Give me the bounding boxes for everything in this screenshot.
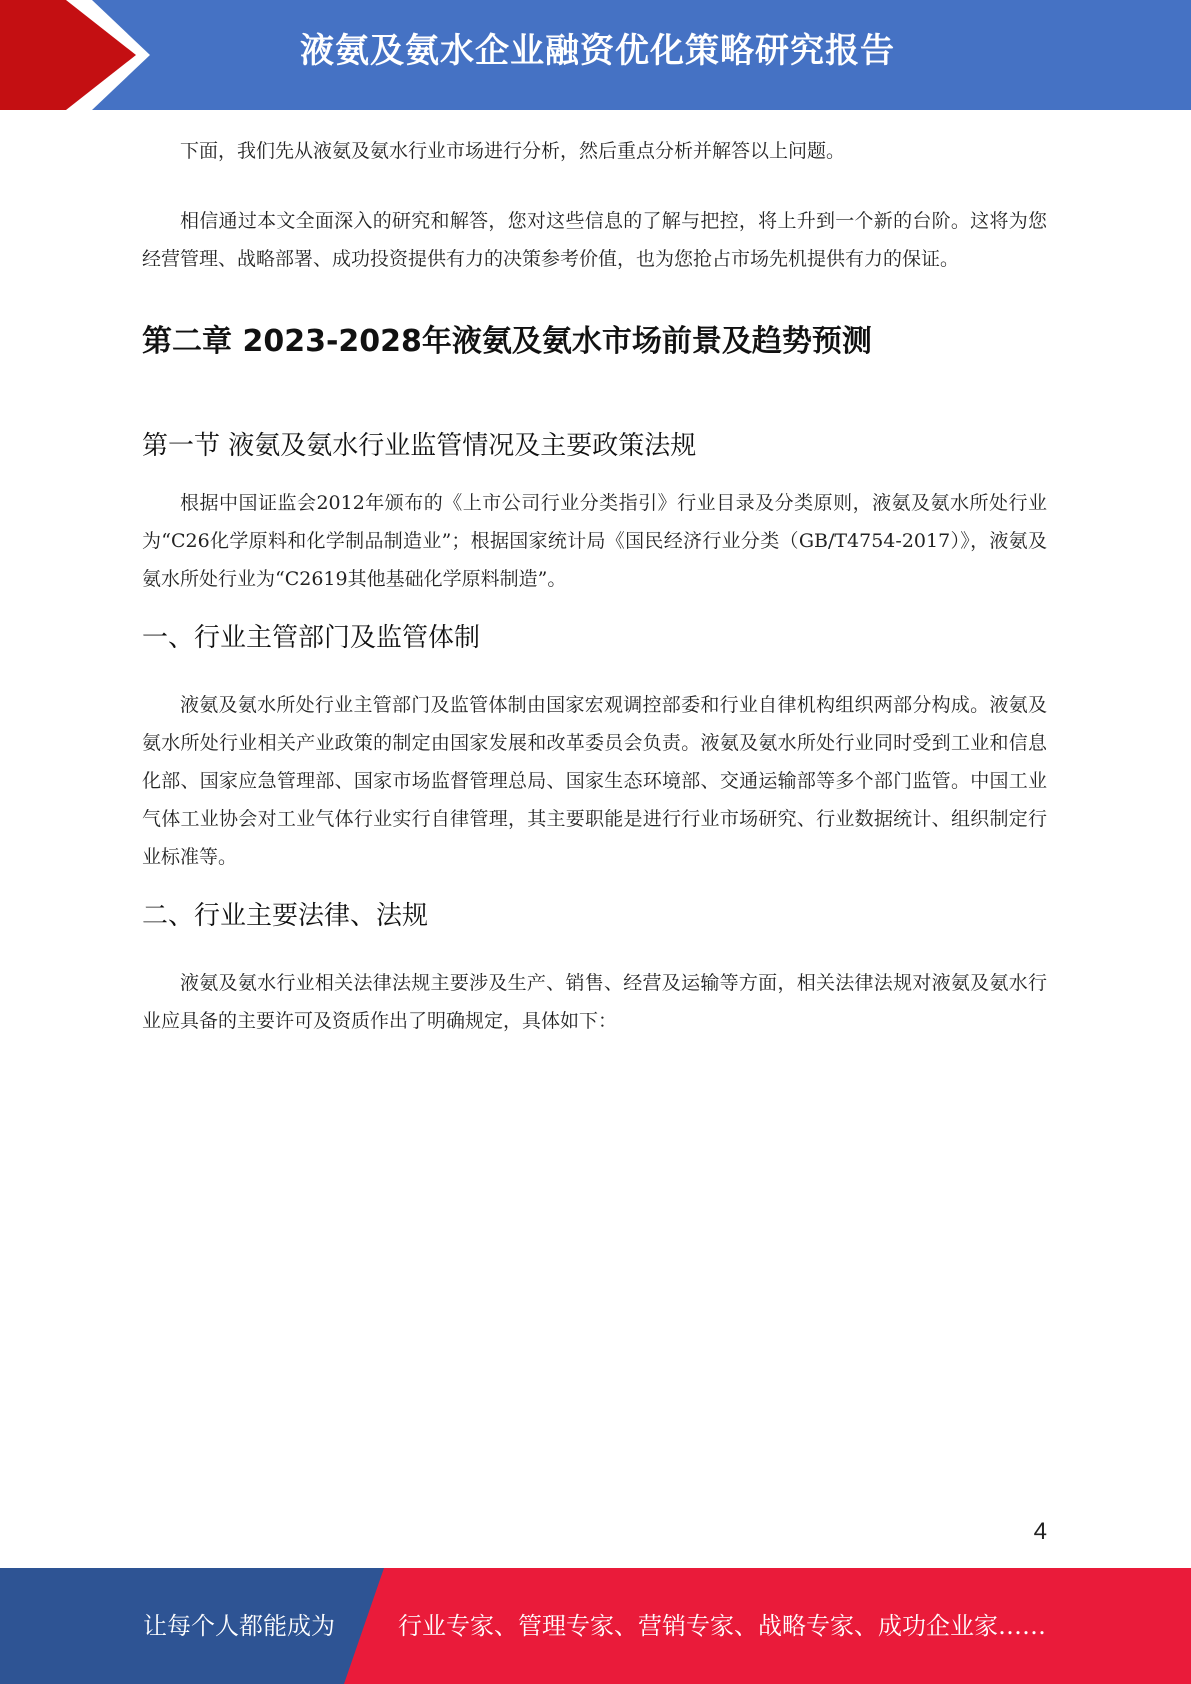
page-number: 4: [1033, 1518, 1047, 1545]
page-body: [142, 130, 1047, 1040]
subsection-title-2: 二、行业主要法律、法规: [142, 901, 429, 931]
intro-paragraph-2: 相信通过本文全面深入的研究和解答，您对这些信息的了解与把控，将上升到一个新的台阶。这将为您经营管理、战略部署、成功投资提供有力的决策参考价值，也为您抢占市场先机提供有力的保证。: [142, 210, 1047, 270]
subsection-paragraph-1: 液氨及氨水所处行业主管部门及监管体制由国家宏观调控部委和行业自律机构组织两部分构成。液氨及氨水所处行业相关产业政策的制定由国家发展和改革委员会负责。液氨及氨水所处行业同时受到工业和信息化部、国家应急管理部、国家市场监督管理总局、国家生态环境部、交通运输部等多个部门监管。中国工业气体工业协会对工业气体行业实行自律管理，其主要职能是进行行业市场研究、行业数据统计、组织制定行业标准等。: [142, 694, 1047, 868]
footer-slogan-left: 让每个人都能成为: [143, 1612, 335, 1640]
report-title: 液氨及氨水企业融资优化策略研究报告: [300, 31, 895, 71]
page-header: [0, 0, 1191, 110]
subsection-paragraph-2: 液氨及氨水行业相关法律法规主要涉及生产、销售、经营及运输等方面，相关法律法规对液氨及氨水行业应具备的主要许可及资质作出了明确规定，具体如下：: [142, 972, 1047, 1032]
intro-paragraph-1: 下面，我们先从液氨及氨水行业市场进行分析，然后重点分析并解答以上问题。: [180, 140, 846, 162]
section-title: 第一节 液氨及氨水行业监管情况及主要政策法规: [142, 431, 697, 461]
page-footer: [0, 1568, 1191, 1684]
section-paragraph: 根据中国证监会2012年颁布的《上市公司行业分类指引》行业目录及分类原则，液氨及氨水所处行业为“C26化学原料和化学制品制造业”；根据国家统计局《国民经济行业分类（GB/T4754-2017）》，液氨及氨水所处行业为“C2619其他基础化学原料制造”。: [142, 492, 1047, 590]
subsection-title-1: 一、行业主管部门及监管体制: [142, 623, 481, 653]
header-chevron-red-shape: [0, 0, 140, 110]
chapter-title: 第二章 2023-2028年液氨及氨水市场前景及趋势预测: [142, 324, 872, 359]
footer-slogan-right: 行业专家、管理专家、营销专家、战略专家、成功企业家……: [398, 1612, 1046, 1640]
